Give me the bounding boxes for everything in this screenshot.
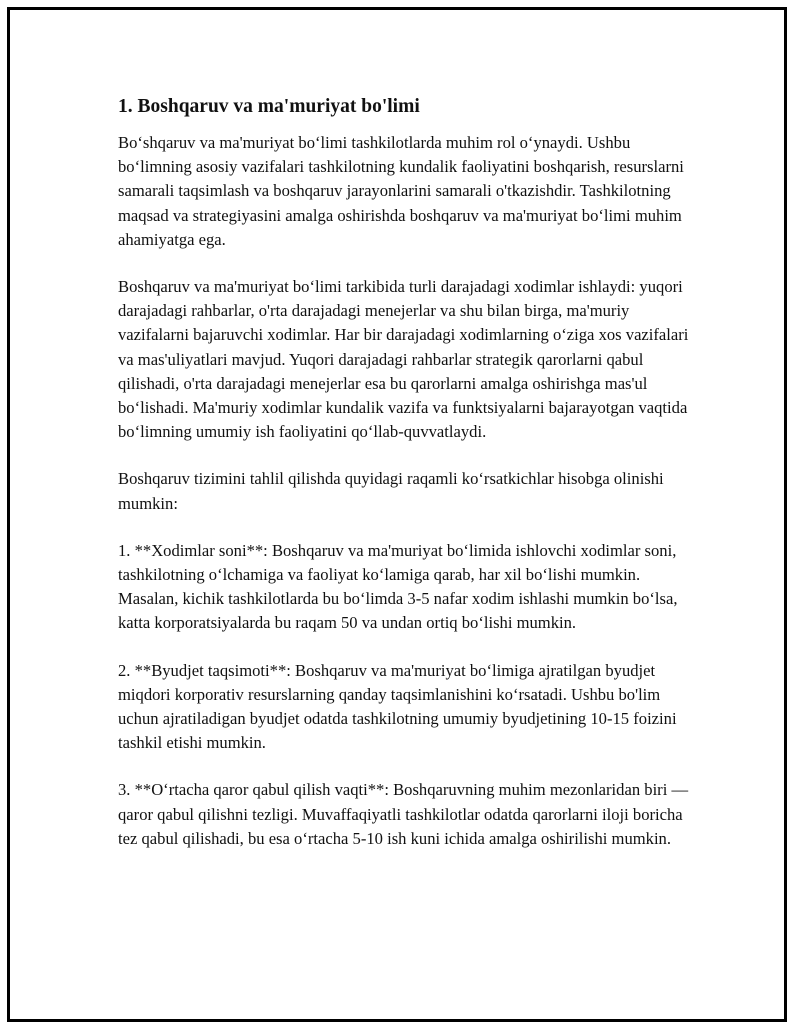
list-item-decision-time: 3. **O‘rtacha qaror qabul qilish vaqti**: Boshqaruvning muhim mezonlaridan biri — qaror qabul qilishni tezligi. Muvaffaqiyatli tashkilotlar odatda qarorlarni iloji boricha tez qabul qilishadi, bu esa o‘rtacha 5-10 ish kuni ichida amalga oshirilishi mumkin. [118,780,689,848]
paragraph-metrics-intro: Boshqaruv tizimini tahlil qilishda quyidagi raqamli ko‘rsatkichlar hisobga olinishi mumkin: [118,469,664,513]
list-item-staff-count: 1. **Xodimlar soni**: Boshqaruv va ma'muriyat bo‘limida ishlovchi xodimlar soni, tashkilotning o‘lchamiga va faoliyat ko‘lamiga qarab, har xil bo‘lishi mumkin. Masalan, kichik tashkilotlarda bu bo‘limda 3-5 nafar xodim ishlashi mumkin bo‘lsa, katta korporatsiyalarda bu raqam 50 va undan ortiq bo‘lishi mumkin. [118,540,678,633]
paragraph-intro: Bo‘shqaruv va ma'muriyat bo‘limi tashkilotlarda muhim rol o‘ynaydi. Ushbu bo‘limning asosiy vazifalari tashkilotning kundalik faoliyatini boshqarish, resurslarni samarali taqsimlash va boshqaruv jarayonlarini samarali o'tkazishdir. Tashkilotning maqsad va strategiyasini amalga oshirishda boshqaruv va ma'muriyat bo‘limi muhim ahamiyatga ega. [118,133,684,249]
section-heading: 1. Boshqaruv va ma'muriyat bo'limi [118,96,420,117]
paragraph-staff-structure: Boshqaruv va ma'muriyat bo‘limi tarkibida turli darajadagi xodimlar ishlaydi: yuqori darajadagi rahbarlar, o'rta darajadagi menejerlar va shu bilan birga, ma'muriy vazifalarni bajaruvchi xodimlar. Har bir darajadagi xodimlarning o‘ziga xos vazifalari va mas'uliyatlari mavjud. Yuqori darajadagi rahbarlar strategik qarorlarni qabul qilishadi, o'rta darajadagi menejerlar esa bu qarorlarni amalga oshirishga mas'ul bo‘lishadi. Ma'muriy xodimlar kundalik vazifa va funktsiyalarni bajarayotgan vaqtida bo‘limning umumiy ish faoliyatini qo‘llab-quvvatlaydi. [118,277,689,442]
list-item-budget: 2. **Byudjet taqsimoti**: Boshqaruv va ma'muriyat bo‘limiga ajratilgan byudjet miqdori korporativ resurslarning qanday taqsimlanishini ko‘rsatadi. Ushbu bo'lim uchun ajratiladigan byudjet odatda tashkilotning umumiy byudjetining 10-15 foizini tashkil etishi mumkin. [118,660,677,753]
document-body [118,95,698,874]
